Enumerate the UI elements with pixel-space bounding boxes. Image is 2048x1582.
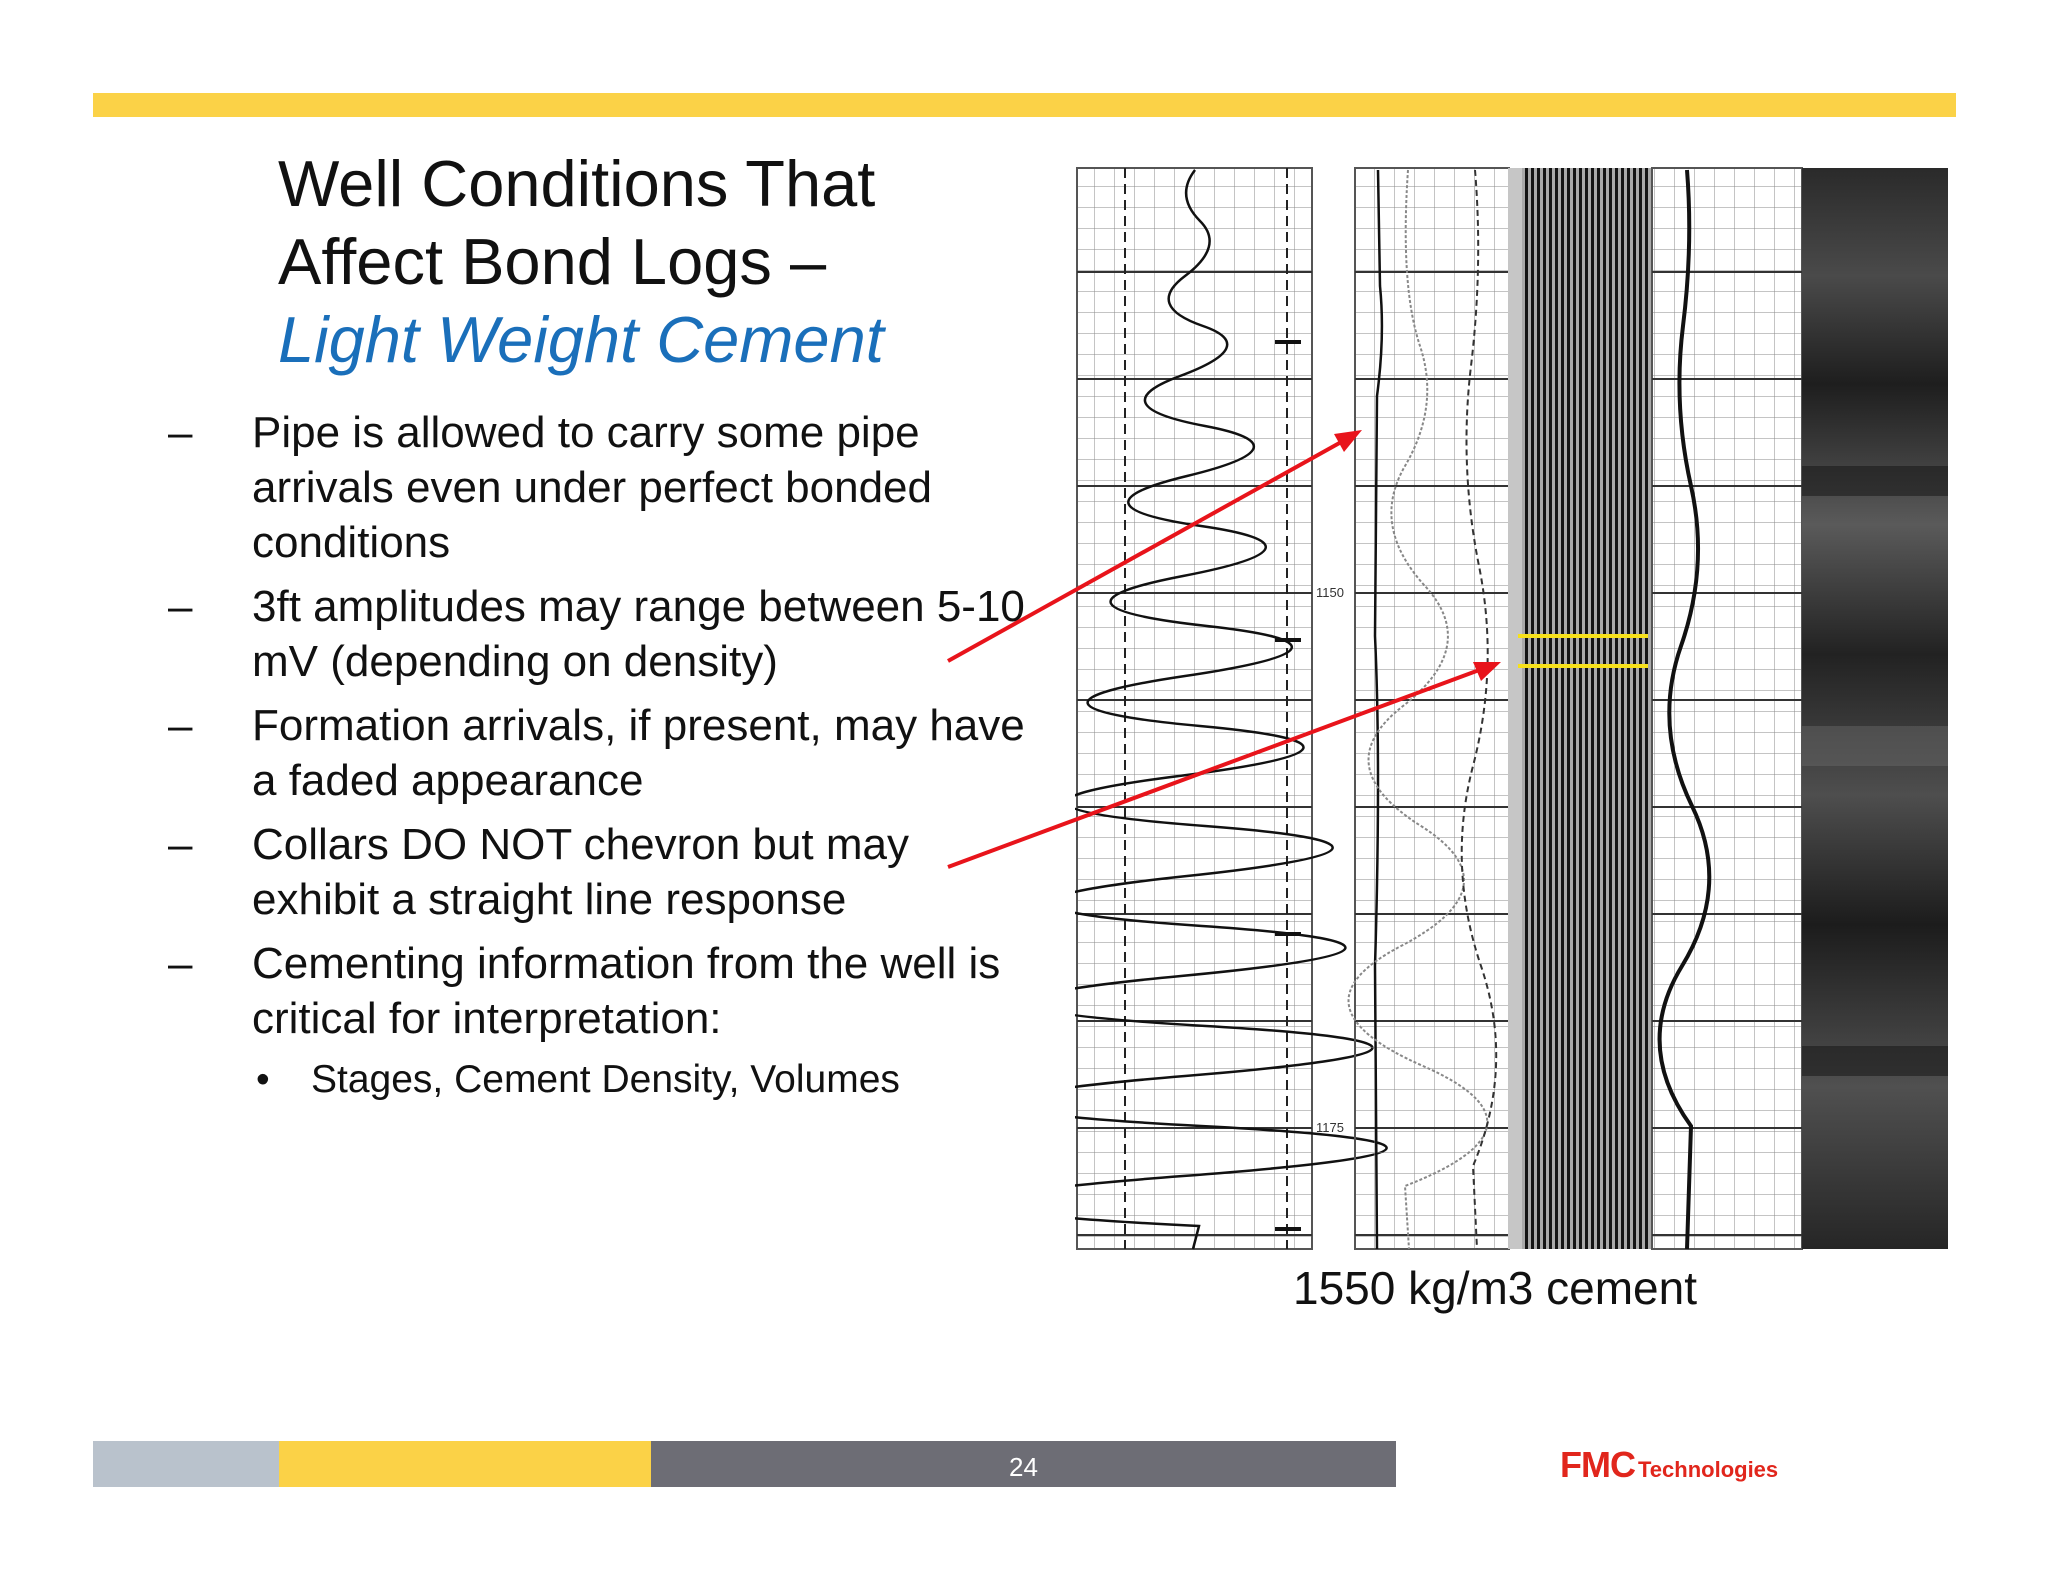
bullet-text: Pipe is allowed to carry some pipe arrivals even under perfect bonded conditions bbox=[252, 408, 932, 567]
pipe-amplitude-arrow bbox=[948, 436, 1352, 661]
bullet-dash: – bbox=[168, 408, 193, 457]
arrowhead-icon bbox=[1334, 430, 1362, 452]
logo-wordmark: Technologies bbox=[1637, 1457, 1779, 1482]
company-logo bbox=[1560, 1444, 1778, 1484]
sub-bullet-text: Stages, Cement Density, Volumes bbox=[311, 1058, 900, 1101]
collar-response-arrow bbox=[948, 666, 1490, 867]
slide-subtitle: Light Weight Cement bbox=[278, 303, 884, 376]
sub-bullet-dot: • bbox=[256, 1058, 270, 1101]
depth-label-1150: 1150 bbox=[1316, 585, 1344, 600]
figure-caption: 1550 kg/m3 cement bbox=[1293, 1262, 1698, 1314]
bullet-dash: – bbox=[168, 820, 193, 869]
footer-bar-grey bbox=[93, 1441, 279, 1487]
title-line-2: Affect Bond Logs – bbox=[278, 225, 827, 298]
bullet-text: 3ft amplitudes may range between 5-10 mV (depending on density) bbox=[252, 582, 1025, 686]
bullet-dash: – bbox=[168, 939, 193, 988]
arrowhead-icon bbox=[1473, 662, 1501, 681]
bullet-dash: – bbox=[168, 582, 193, 631]
bullet-dash: – bbox=[168, 701, 193, 750]
bullet-text: Cementing information from the well is critical for interpretation: bbox=[252, 939, 1001, 1043]
footer-bar-yellow bbox=[279, 1441, 651, 1487]
title-line-1: Well Conditions That bbox=[278, 147, 876, 220]
bullet-text: Collars DO NOT chevron but may exhibit a straight line response bbox=[252, 820, 909, 924]
logo-mark: FMC bbox=[1560, 1444, 1635, 1485]
page-number: 24 bbox=[1009, 1452, 1038, 1482]
depth-label-1175: 1175 bbox=[1316, 1120, 1344, 1135]
bullet-text: Formation arrivals, if present, may have a faded appearance bbox=[252, 701, 1025, 805]
